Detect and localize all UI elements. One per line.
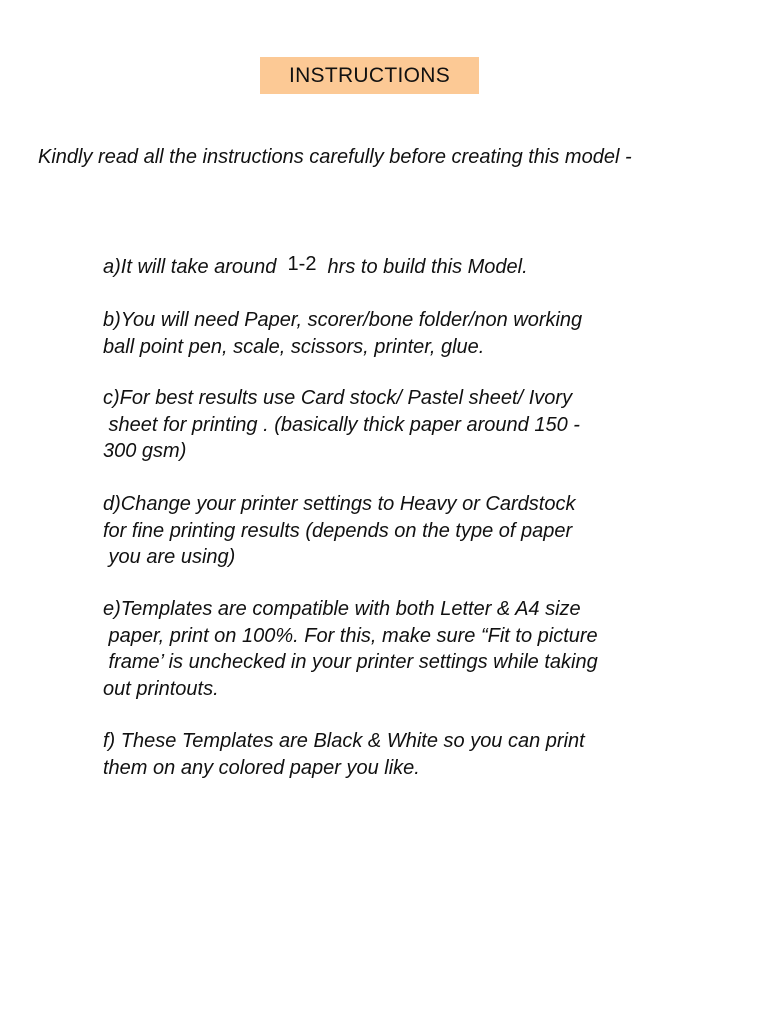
item-d-line: d)Change your printer settings to Heavy or Cardstock xyxy=(103,493,576,515)
item-e-line: frame’ is unchecked in your printer settings while taking xyxy=(103,651,598,673)
item-f-line: them on any colored paper you like. xyxy=(103,756,420,779)
item-d-line: for fine printing results (depends on the type of paper xyxy=(103,519,573,542)
item-d-line: you are using) xyxy=(103,546,236,568)
instruction-item-b xyxy=(103,307,743,360)
instruction-item-f xyxy=(103,728,743,781)
instruction-item-a xyxy=(103,254,743,281)
item-f-line: f) These Templates are Black & White so you can print xyxy=(103,730,585,752)
page-title: INSTRUCTIONS xyxy=(288,63,451,87)
item-b-line: ball point pen, scale, scissors, printer, glue. xyxy=(103,335,485,358)
item-a-prefix: a)It will take around xyxy=(103,256,288,278)
item-b-line: b)You will need Paper, scorer/bone folder/non working xyxy=(103,309,583,331)
intro-text: Kindly read all the instructions carefully before creating this model - xyxy=(38,146,632,168)
instructions-title-box xyxy=(260,57,479,94)
item-c-line: c)For best results use Card stock/ Pastel sheet/ Ivory xyxy=(103,387,573,409)
instruction-item-c xyxy=(103,385,743,465)
item-e-line: out printouts. xyxy=(103,677,219,700)
item-a-duration: 1-2 xyxy=(287,253,317,275)
item-c-line: 300 gsm) xyxy=(103,440,187,462)
item-e-line: e)Templates are compatible with both Letter & A4 size xyxy=(103,598,581,620)
item-a-suffix: hrs to build this Model. xyxy=(316,256,528,278)
instruction-item-e xyxy=(103,596,743,702)
item-c-line: sheet for printing . (basically thick paper around 150 - xyxy=(103,413,580,436)
instruction-item-d xyxy=(103,491,743,571)
item-e-line: paper, print on 100%. For this, make sure “Fit to picture xyxy=(103,624,598,647)
